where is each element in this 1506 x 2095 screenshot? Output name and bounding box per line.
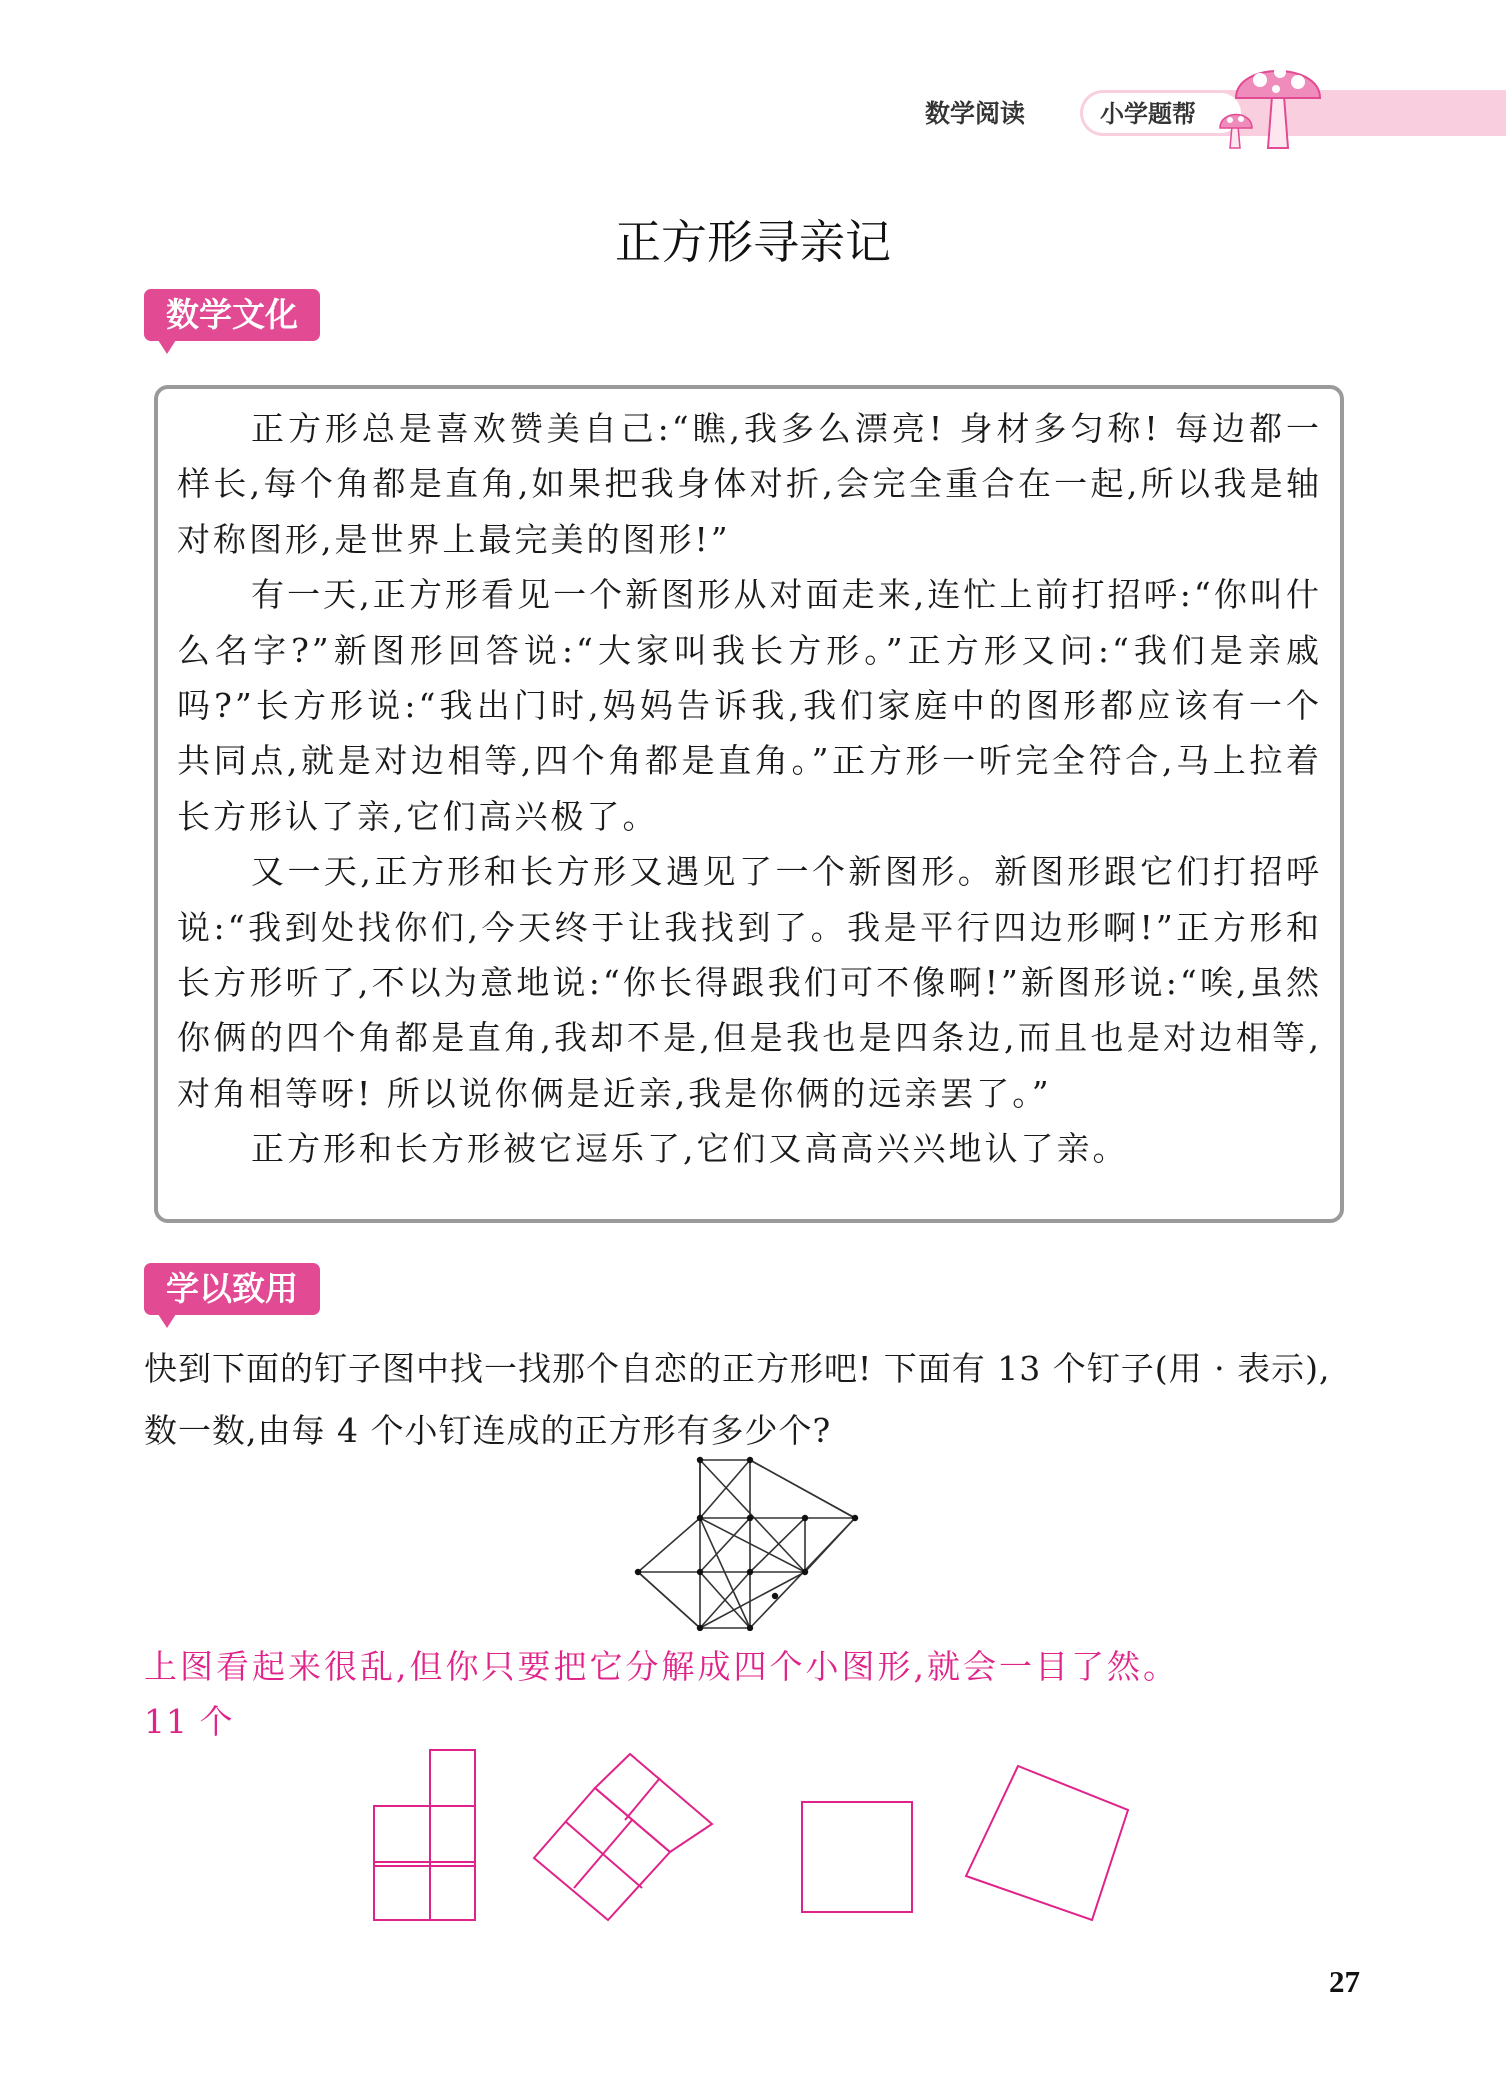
mushroom-icon [1218, 52, 1342, 150]
decomposition-rotated-square [966, 1766, 1128, 1920]
decomposition-figures [370, 1748, 1150, 1928]
story-paragraph: 正方形总是喜欢赞美自己:“瞧,我多么漂亮! 身材多匀称! 每边都一样长,每个角都是直角,如果把我身体对折,会完全重合在一起,所以我是轴对称图形,是世界上最完美的图形!” [177, 409, 1322, 559]
question-text: 快到下面的钉子图中找一找那个自恋的正方形吧! 下面有 13 个钉子(用 · 表示),数一数,由每 4 个小钉连成的正方形有多少个? [144, 1349, 1331, 1450]
answer-count: 11 个 [144, 1702, 234, 1741]
decomposition-grid-squares [374, 1750, 475, 1920]
story-paragraph: 有一天,正方形看见一个新图形从对面走来,连忙上前打招呼:“你叫什么名字?”新图形回答说:“大家叫我长方形。”正方形又问:“我们是亲戚吗?”长方形说:“我出门时,妈妈告诉我,我们家庭中的图形都应该有一个共同点,就是对边相等,四个角都是直角。”正方形一听完全符合,马上拉着长方形认了亲,它们高兴极了。 [177, 575, 1322, 836]
section-tag-culture: 数学文化 [144, 289, 320, 341]
peg-board-figure [630, 1456, 870, 1631]
answer-hint: 上图看起来很乱,但你只要把它分解成四个小图形,就会一目了然。 [144, 1647, 1179, 1686]
page-number: 27 [1329, 1964, 1360, 1999]
decomposition-tilted-squares [534, 1754, 712, 1920]
decomposition-square [802, 1802, 912, 1912]
header-section-label: 数学阅读 [925, 99, 1026, 128]
page-title: 正方形寻亲记 [615, 215, 891, 269]
story-box [154, 385, 1344, 1223]
section-tag-apply: 学以致用 [144, 1263, 320, 1315]
story-paragraph: 正方形和长方形被它逗乐了,它们又高高兴兴地认了亲。 [251, 1129, 1129, 1169]
story-paragraph: 又一天,正方形和长方形又遇见了一个新图形。新图形跟它们打招呼说:“我到处找你们,今天终于让我找到了。我是平行四边形啊!”正方形和长方形听了,不以为意地说:“你长得跟我们可不像啊!”新图形说:“唉,虽然你俩的四个角都是直角,我却不是,但是我也是四条边,而且也是对边相等,对角相等呀! 所以说你俩是近亲,我是你俩的远亲罢了。” [177, 852, 1322, 1113]
header-brand-label: 小学题帮 [1100, 100, 1196, 128]
